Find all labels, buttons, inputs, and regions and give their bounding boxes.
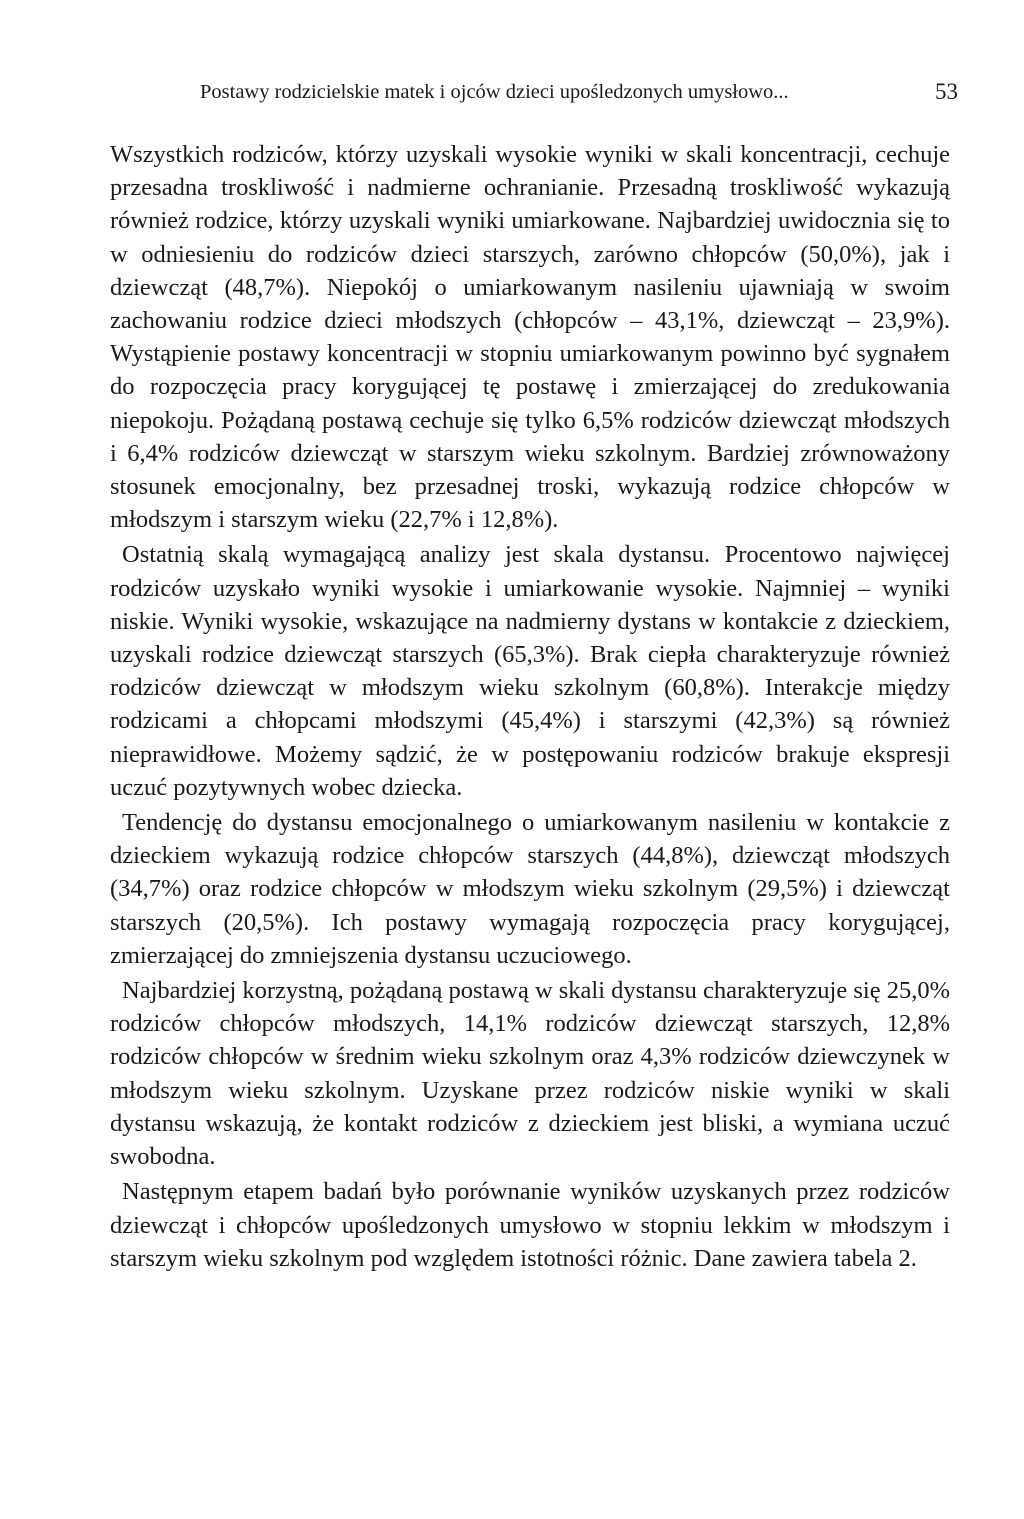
page-number: 53 <box>935 79 958 104</box>
running-head-title: Postawy rodzicielskie matek i ojców dzieci upośledzonych umysłowo... <box>200 81 789 103</box>
paragraph-next-stage: Następnym etapem badań było porównanie wyników uzyskanych przez rodziców dziewcząt i chłopców upośledzonych umysłowo w stopniu lekkim w młodszym i starszym wieku szkolnym pod względem istotności różnic. Dane zawiera tabela 2. <box>110 1178 950 1272</box>
paragraph-concentration-scale: Wszystkich rodziców, którzy uzyskali wysokie wyniki w skali koncentracji, cechuje przesadna troskliwość i nadmierne ochranianie. Przesadną troskliwość wykazują również rodzice, którzy uzyskali wyniki umiarkowane. Najbardziej uwidocznia się to w odniesieniu do rodziców dzieci starszych, zarówno chłopców (50,0%), jak i dziewcząt (48,7%). Niepokój o umiarkowanym nasileniu ujawniają w swoim zachowaniu rodzice dzieci młodszych (chłopców – 43,1%, dziewcząt – 23,9%). Wystąpienie postawy koncentracji w stopniu umiarkowanym powinno być sygnałem do rozpoczęcia pracy korygującej tę postawę i zmierzającej do zredukowania niepokoju. Pożądaną postawą cechuje się tylko 6,5% rodziców dziewcząt młodszych i 6,4% rodziców dziewcząt w starszym wieku szkolnym. Bardziej zrównoważony stosunek emocjonalny, bez przesadnej troski, wykazują rodzice chłopców w młodszym i starszym wieku (22,7% i 12,8%). <box>110 141 950 534</box>
paragraph-distance-scale: Ostatnią skalą wymagającą analizy jest skala dystansu. Procentowo najwięcej rodziców uzyskało wyniki wysokie i umiarkowanie wysokie. Najmniej – wyniki niskie. Wyniki wysokie, wskazujące na nadmierny dystans w kontakcie z dzieckiem, uzyskali rodzice dziewcząt starszych (65,3%). Brak ciepła charakteryzuje również rodziców dziewcząt w młodszym wieku szkolnym (60,8%). Interakcje między rodzicami a chłopcami młodszymi (45,4%) i starszymi (42,3%) są również nieprawidłowe. Możemy sądzić, że w postępowaniu rodziców brakuje ekspresji uczuć pozytywnych wobec dziecka. <box>110 541 950 801</box>
body-text <box>110 138 950 1277</box>
paragraph-desired-attitude: Najbardziej korzystną, pożądaną postawą w skali dystansu charakteryzuje się 25,0% rodziców chłopców młodszych, 14,1% rodziców dziewcząt starszych, 12,8% rodziców chłopców w średnim wieku szkolnym oraz 4,3% rodziców dziewczynek w młodszym wieku szkolnym. Uzyskane przez rodziców niskie wyniki w skali dystansu wskazują, że kontakt rodziców z dzieckiem jest bliski, a wymiana uczuć swobodna. <box>110 977 950 1171</box>
paragraph-moderate-distance: Tendencję do dystansu emocjonalnego o umiarkowanym nasileniu w kontakcie z dzieckiem wykazują rodzice chłopców starszych (44,8%), dziewcząt młodszych (34,7%) oraz rodzice chłopców w młodszym wieku szkolnym (29,5%) i dziewcząt starszych (20,5%). Ich postawy wymagają rozpoczęcia pracy korygującej, zmierzającej do zmniejszenia dystansu uczuciowego. <box>110 809 950 969</box>
running-head <box>110 77 958 107</box>
